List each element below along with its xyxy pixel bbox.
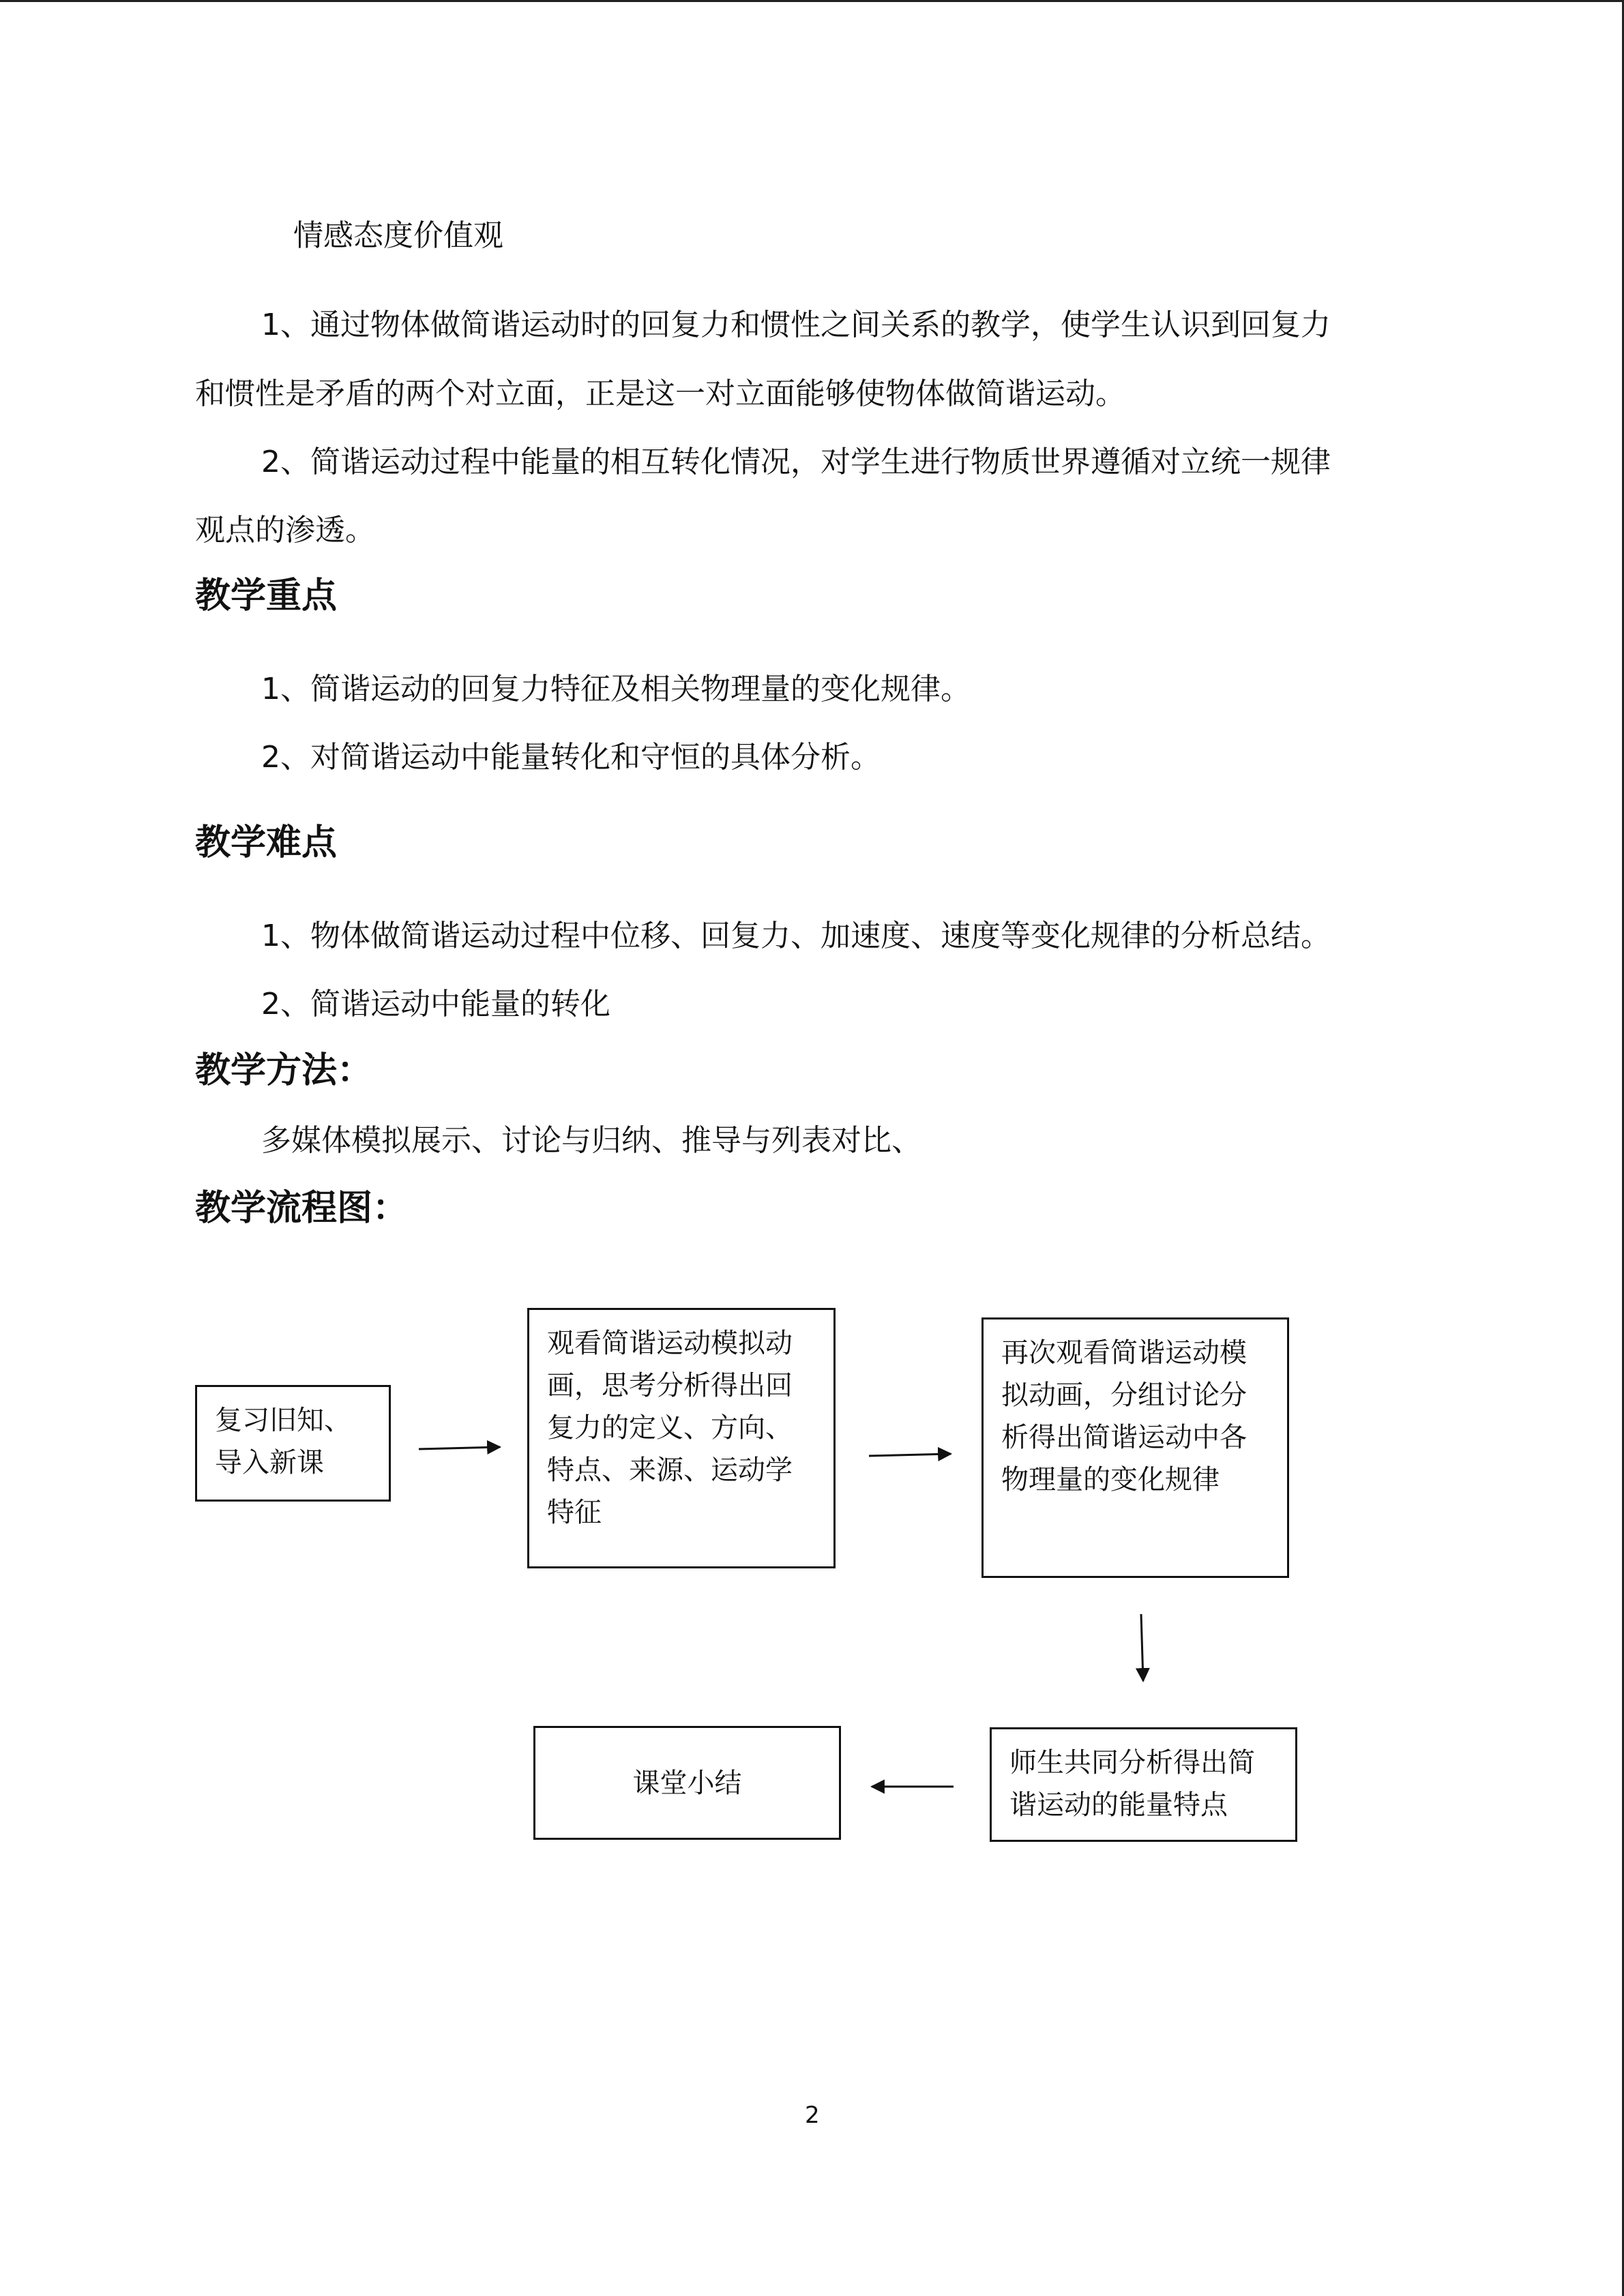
attitude-paragraph-2-line-1: 2、简谐运动过程中能量的相互转化情况，对学生进行物质世界遵循对立统一规律 [261, 445, 1331, 479]
key-point-item-2: 2、对简谐运动中能量转化和守恒的具体分析。 [261, 740, 881, 775]
attitude-paragraph-1-line-2: 和惯性是矛盾的两个对立面，正是这一对立面能够使物体做简谐运动。 [195, 376, 1125, 411]
attitude-paragraph-1-line-1: 1、通过物体做简谐运动时的回复力和惯性之间关系的教学，使学生认识到回复力 [261, 308, 1331, 342]
difficulty-item-2: 2、简谐运动中能量的转化 [261, 987, 610, 1022]
method-text: 多媒体模拟展示、讨论与归纳、推导与列表对比、 [261, 1123, 921, 1158]
arrow-discuss-to-energy [1141, 1614, 1143, 1681]
attitude-title: 情感态度价值观 [293, 218, 503, 253]
flow-step-discuss: 再次观看简谐运动模 拟动画，分组讨论分 析得出简谐运动中各 物理量的变化规律 [981, 1317, 1289, 1578]
key-points-heading: 教学重点 [195, 576, 338, 616]
flow-step-summary: 课堂小结 [533, 1726, 841, 1840]
arrow-observe-to-discuss [869, 1454, 951, 1456]
flowchart-heading: 教学流程图： [195, 1188, 409, 1229]
arrow-review-to-observe [419, 1447, 500, 1449]
key-point-item-1: 1、简谐运动的回复力特征及相关物理量的变化规律。 [261, 672, 971, 706]
flow-step-energy: 师生共同分析得出简 谐运动的能量特点 [990, 1727, 1297, 1842]
difficulty-item-1: 1、物体做简谐运动过程中位移、回复力、加速度、速度等变化规律的分析总结。 [261, 919, 1331, 953]
method-heading: 教学方法： [195, 1050, 373, 1091]
page-number: 2 [805, 2102, 820, 2129]
attitude-paragraph-2-line-2: 观点的渗透。 [195, 513, 375, 548]
flow-step-review: 复习旧知、 导入新课 [195, 1385, 391, 1502]
difficulty-heading: 教学难点 [195, 822, 338, 863]
flow-step-observe: 观看简谐运动模拟动 画，思考分析得出回 复力的定义、方向、 特点、来源、运动学 特征 [527, 1308, 836, 1568]
